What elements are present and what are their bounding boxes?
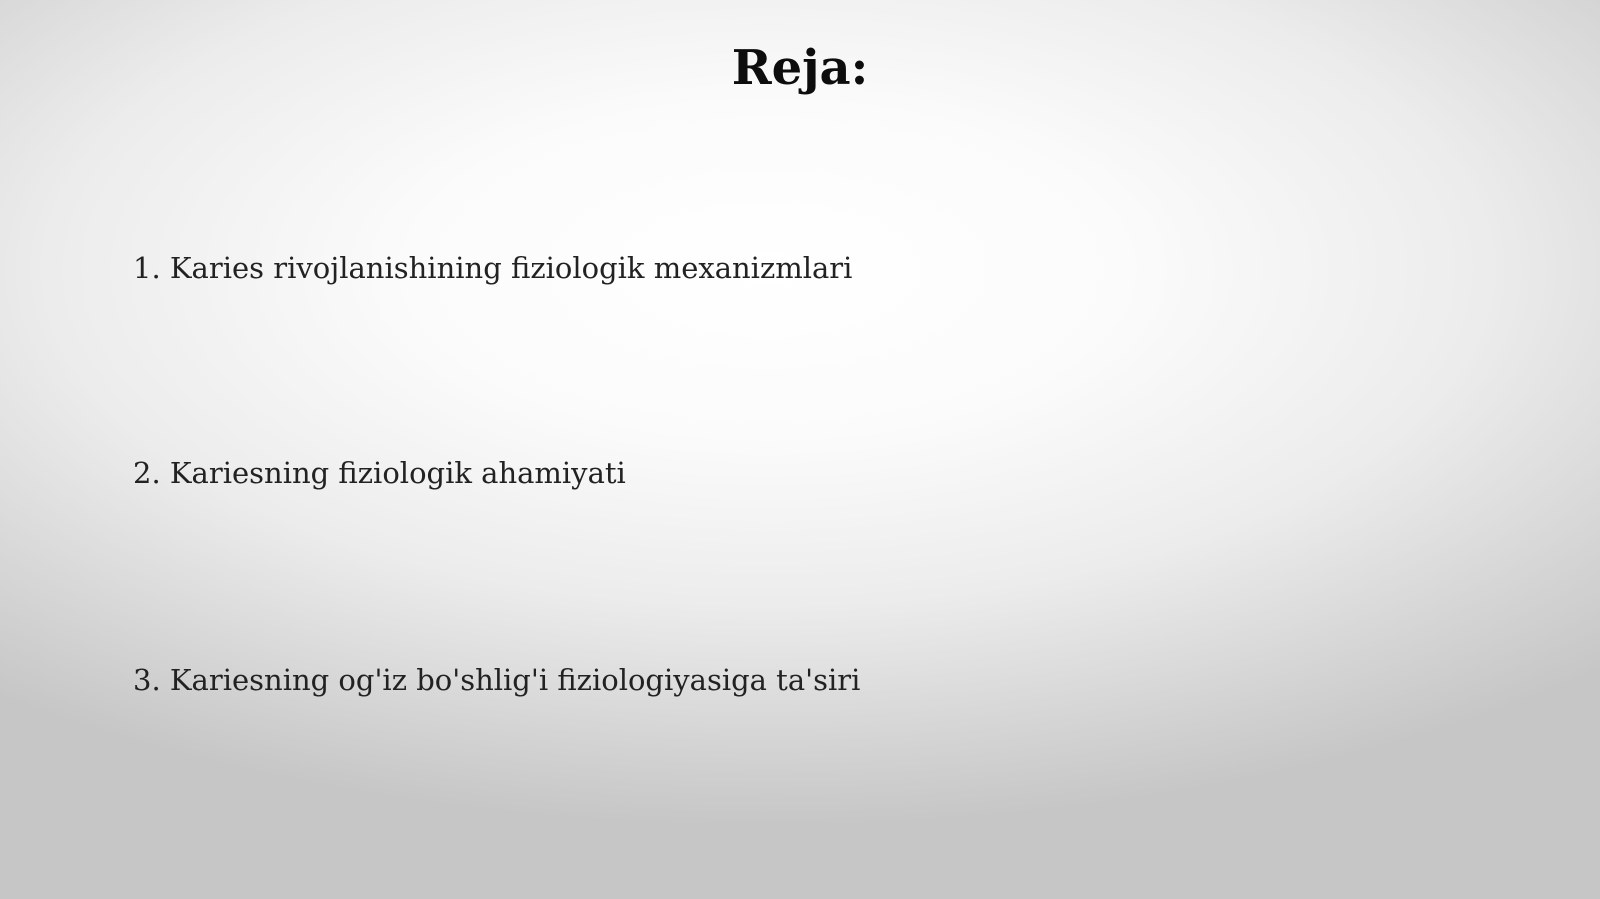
plan-item-1: 1. Karies rivojlanishining fiziologik mexanizmlari <box>133 251 853 285</box>
slide-title: Reja: <box>731 40 869 96</box>
plan-item-2: 2. Kariesning fiziologik ahamiyati <box>133 456 626 490</box>
plan-item-3: 3. Kariesning og'iz bo'shlig'i fiziologiyasiga ta'siri <box>133 663 861 697</box>
